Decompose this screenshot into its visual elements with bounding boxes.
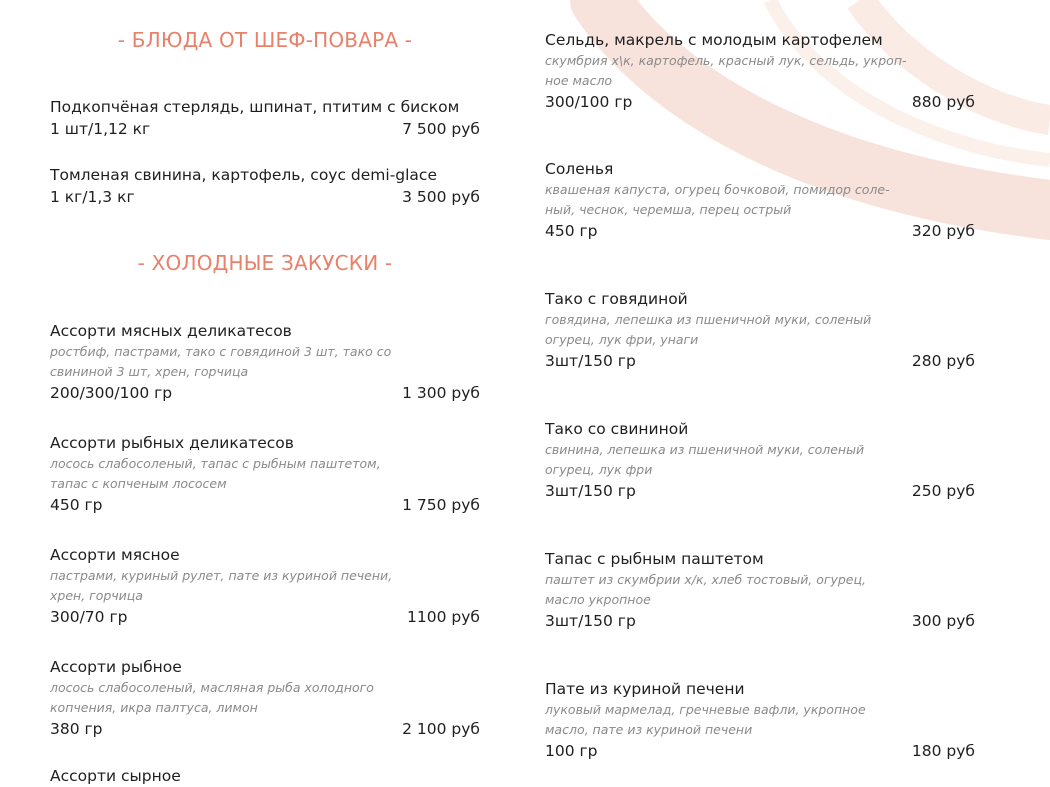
item-name: Соленья <box>545 160 614 178</box>
menu-item <box>50 432 480 516</box>
item-weight: 200/300/100 гр <box>50 384 173 402</box>
item-name: Тако с говядиной <box>545 290 688 308</box>
item-price: 300 руб <box>911 612 975 630</box>
menu-item <box>545 29 975 113</box>
item-price: 180 руб <box>911 742 975 760</box>
item-price: 1 300 руб <box>402 384 480 402</box>
item-price: 880 руб <box>911 93 975 111</box>
item-name: Ассорти рыбных деликатесов <box>50 434 294 452</box>
item-weight: 300/100 гр <box>545 93 633 111</box>
item-name: Ассорти мясное <box>50 546 180 564</box>
item-weight: 450 гр <box>50 496 103 514</box>
item-price: 320 руб <box>911 222 975 240</box>
section-title-cold: - ХОЛОДНЫЕ ЗАКУСКИ - <box>137 251 393 275</box>
item-description: лосось слабосоленый, масляная рыба холодного <box>50 680 374 695</box>
item-weight: 100 гр <box>545 742 598 760</box>
menu-item <box>545 418 975 502</box>
item-description: масло, пате из куриной печени <box>545 722 753 737</box>
item-name: Подкопчёная стерлядь, шпинат, птитим с биском <box>50 98 460 116</box>
item-description: огурец, лук фри, унаги <box>545 332 699 347</box>
item-name: Томленая свинина, картофель, соус demi-glace <box>50 166 437 184</box>
item-description: масло укропное <box>545 592 651 607</box>
item-name: Сельдь, макрель с молодым картофелем <box>545 31 883 49</box>
item-weight: 380 гр <box>50 720 103 738</box>
menu-item <box>50 656 480 740</box>
item-price: 3 500 руб <box>402 188 480 206</box>
item-description: тапас с копченым лососем <box>50 476 227 491</box>
item-description: копчения, икра палтуса, лимон <box>50 700 258 715</box>
item-weight: 3шт/150 гр <box>545 612 636 630</box>
menu-item <box>50 96 480 140</box>
item-weight: 450 гр <box>545 222 598 240</box>
menu-item <box>50 544 480 628</box>
item-description: ростбиф, пастрами, тако с говядиной 3 шт, тако со <box>50 344 392 359</box>
item-weight: 1 кг/1,3 кг <box>50 188 135 206</box>
item-description: говядина, лепешка из пшеничной муки, соленый <box>545 312 872 327</box>
item-description: ное масло <box>545 73 613 88</box>
menu-item <box>50 164 480 208</box>
item-price: 1 750 руб <box>402 496 480 514</box>
item-description: хрен, горчица <box>50 588 143 603</box>
menu-item <box>545 288 975 372</box>
item-price: 280 руб <box>911 352 975 370</box>
item-description: свининой 3 шт, хрен, горчица <box>50 364 249 379</box>
item-description: квашеная капуста, огурец бочковой, помидор соле- <box>545 182 890 197</box>
menu-item <box>545 678 975 762</box>
item-name: Ассорти сырное <box>50 767 181 785</box>
item-description: луковый мармелад, гречневые вафли, укропное <box>545 702 866 717</box>
item-name: Тапас с рыбным паштетом <box>545 550 764 568</box>
item-weight: 1 шт/1,12 кг <box>50 120 151 138</box>
item-price: 250 руб <box>911 482 975 500</box>
item-description: паштет из скумбрии х/к, хлеб тостовый, огурец, <box>545 572 866 587</box>
item-description: пастрами, куриный рулет, пате из куриной печени, <box>50 568 393 583</box>
item-description: скумбрия х\к, картофель, красный лук, сельдь, укроп- <box>545 53 907 68</box>
item-price: 1100 руб <box>407 608 480 626</box>
item-name: Ассорти мясных деликатесов <box>50 322 292 340</box>
item-weight: 3шт/150 гр <box>545 482 636 500</box>
item-name: Пате из куриной печени <box>545 680 745 698</box>
item-weight: 3шт/150 гр <box>545 352 636 370</box>
menu-item <box>545 158 975 242</box>
item-price: 2 100 руб <box>402 720 480 738</box>
item-price: 7 500 руб <box>402 120 480 138</box>
item-description: ный, чеснок, черемша, перец острый <box>545 202 792 217</box>
item-weight: 300/70 гр <box>50 608 128 626</box>
section-title-chef: - БЛЮДА ОТ ШЕФ-ПОВАРА - <box>117 28 413 52</box>
menu-item <box>50 765 480 785</box>
item-name: Тако со свининой <box>545 420 689 438</box>
item-name: Ассорти рыбное <box>50 658 182 676</box>
item-description: лосось слабосоленый, тапас с рыбным паштетом, <box>50 456 381 471</box>
menu-item <box>545 548 975 632</box>
item-description: свинина, лепешка из пшеничной муки, соленый <box>545 442 865 457</box>
menu-item <box>50 320 480 404</box>
item-description: огурец, лук фри <box>545 462 653 477</box>
